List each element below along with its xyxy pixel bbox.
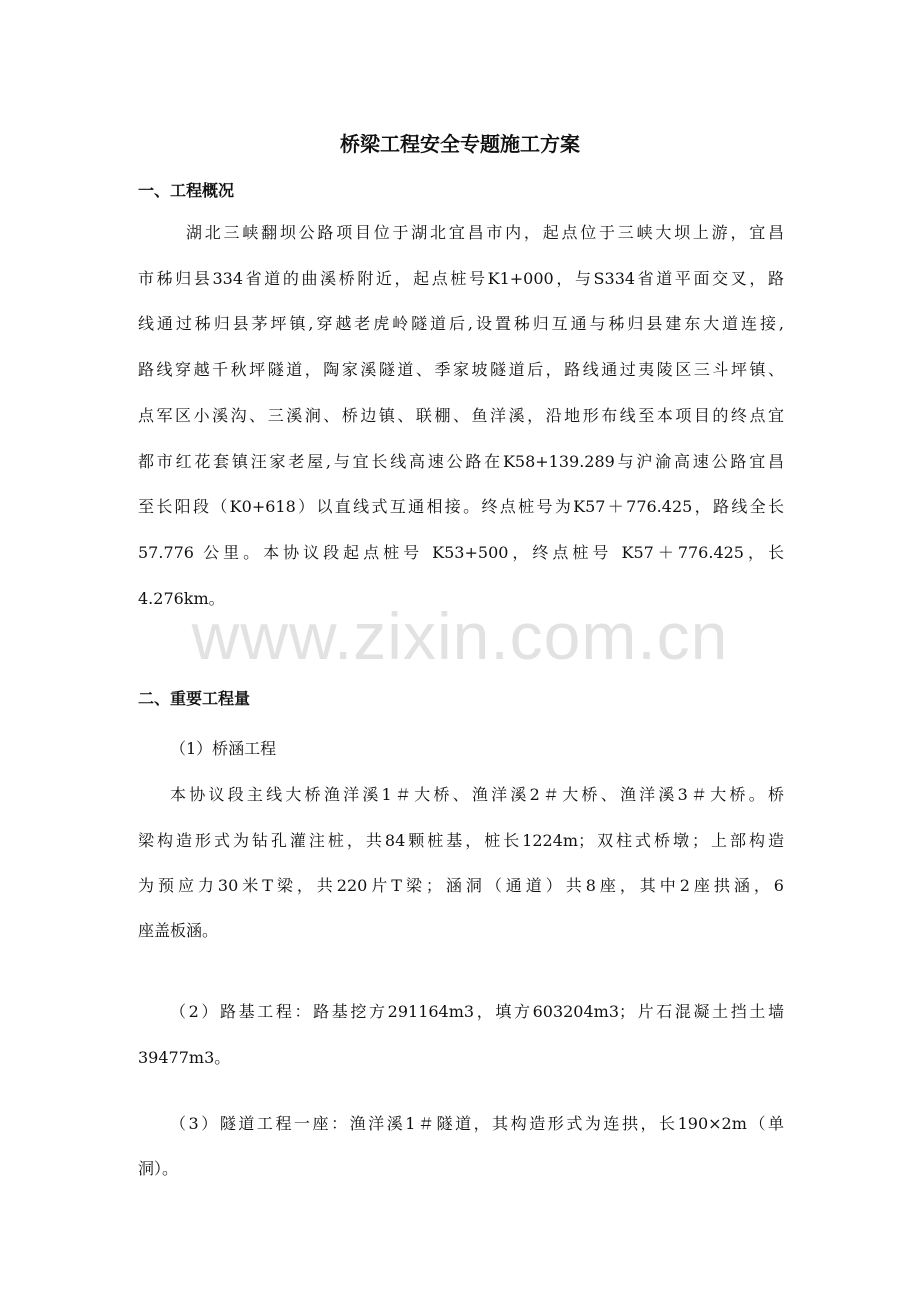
text-line: 点军区小溪沟、三溪涧、桥边镇、联棚、鱼洋溪，沿地形布线至本项目的终点宜 xyxy=(138,406,784,425)
text-line: 梁构造形式为钻孔灌注桩，共84颗桩基，桩长1224m；双柱式桥墩；上部构造 xyxy=(138,831,784,850)
section-heading-quantities: 二、重要工程量 xyxy=(138,689,251,708)
text-line: 路线穿越千秋坪隧道，陶家溪隧道、季家坡隧道后，路线通过夷陵区三斗坪镇、 xyxy=(138,360,784,379)
item-heading-bridges: （1）桥涵工程 xyxy=(170,739,277,758)
text-line: 至长阳段（K0+618）以直线式互通相接。终点桩号为K57＋776.425，路线全长 xyxy=(138,497,784,516)
text-line: 洞）。 xyxy=(138,1159,179,1178)
text-line: （3）隧道工程一座：渔洋溪1＃隧道，其构造形式为连拱，长190×2m（单 xyxy=(170,1114,784,1133)
text-line: 座盖板涵。 xyxy=(138,921,219,940)
text-line: 为预应力30米T梁，共220片T梁；涵洞（通道）共8座，其中2座拱涵，6 xyxy=(138,876,784,895)
text-line: 4.276km。 xyxy=(138,589,225,608)
text-line: （2）路基工程：路基挖方291164m3，填方603204m3；片石混凝土挡土墙 xyxy=(170,1002,784,1021)
text-line: 线通过秭归县茅坪镇,穿越老虎岭隧道后,设置秭归互通与秭归县建东大道连接, xyxy=(138,314,784,333)
text-line: 湖北三峡翻坝公路项目位于湖北宜昌市内，起点位于三峡大坝上游，宜昌 xyxy=(186,223,784,242)
section-heading-overview: 一、工程概况 xyxy=(138,181,235,200)
text-line: 39477m3。 xyxy=(138,1048,231,1067)
watermark: www.zixin.com.cn xyxy=(191,599,729,673)
document-title: 桥梁工程安全专题施工方案 xyxy=(340,132,580,156)
text-line: 57.776 公里。本协议段起点桩号 K53+500，终点桩号 K57＋776.425，长 xyxy=(138,543,784,562)
text-line: 市秭归县334省道的曲溪桥附近，起点桩号K1+000，与S334省道平面交叉，路 xyxy=(138,269,784,288)
text-line: 都市红花套镇汪家老屋,与宜长线高速公路在K58+139.289与沪渝高速公路宜昌 xyxy=(138,452,784,471)
text-line: 本协议段主线大桥渔洋溪1＃大桥、渔洋溪2＃大桥、渔洋溪3＃大桥。桥 xyxy=(170,785,784,804)
